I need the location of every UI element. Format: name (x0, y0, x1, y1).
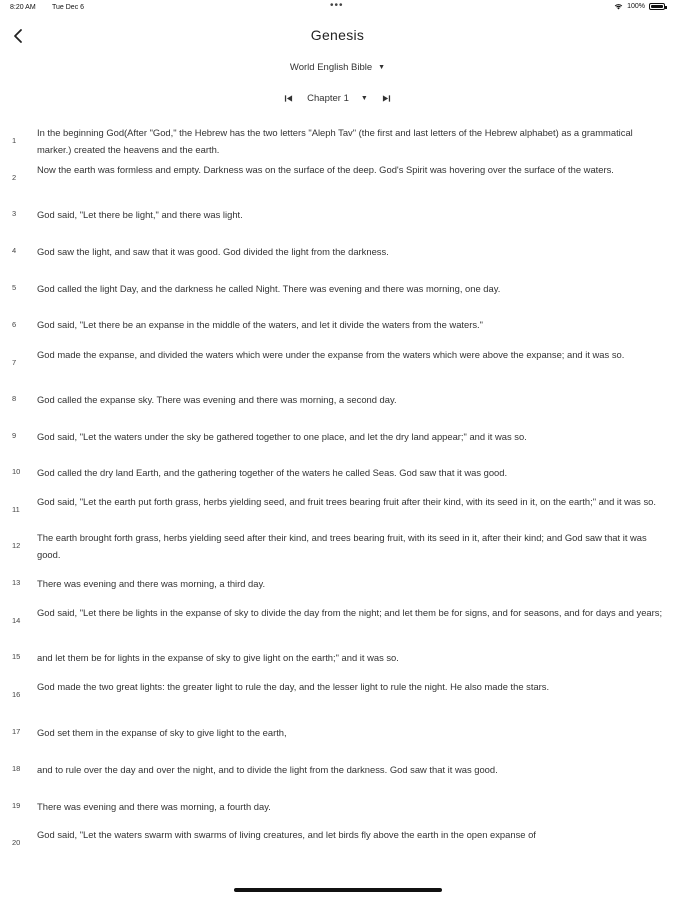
verse-text: God said, "Let there be light," and there was light. (37, 209, 243, 220)
status-right (614, 3, 665, 10)
verse-text: There was evening and there was morning, a fourth day. (37, 801, 271, 812)
wifi-icon (614, 3, 623, 10)
caret-down-icon: ▼ (378, 64, 386, 71)
verse-number: 17 (12, 727, 21, 736)
chapter-dropdown[interactable] (307, 93, 368, 104)
translation-row (0, 62, 675, 73)
battery-icon (649, 3, 665, 10)
verse-number: 15 (12, 652, 21, 661)
verse-text: God said, "Let the waters under the sky be gathered together to one place, and let the dry land appear;" and it was so. (37, 431, 527, 442)
verse-text: God said, "Let the earth put forth grass, herbs yielding seed, and fruit trees bearing fruit after their kind, with its seed in it, on the earth;" and it was so. (37, 496, 656, 507)
skip-previous-icon (284, 94, 293, 103)
verse-text: God saw the light, and saw that it was good. God divided the light from the darkness. (37, 246, 389, 257)
skip-next-icon (382, 94, 391, 103)
verse-text: There was evening and there was morning, a third day. (37, 578, 266, 589)
header (0, 22, 675, 50)
verse-number: 8 (12, 394, 17, 403)
home-indicator[interactable] (234, 888, 442, 892)
verse-number: 18 (12, 764, 21, 773)
verse-text: God made the two great lights: the greater light to rule the day, and the lesser light to rule the night. He also made the stars. (37, 681, 550, 692)
verse-number: 13 (12, 578, 21, 587)
verse-text: God called the expanse sky. There was evening and there was morning, a second day. (37, 394, 397, 405)
verse-number: 10 (12, 467, 21, 476)
verse-number: 1 (12, 136, 17, 145)
verse-text: God made the expanse, and divided the waters which were under the expanse from the waters which were above the expanse; and it was so. (37, 349, 625, 360)
status-time: 8:20 AM (10, 4, 36, 11)
next-chapter-button[interactable] (382, 94, 391, 103)
verse-number: 20 (12, 838, 21, 847)
verse-number: 9 (12, 431, 17, 440)
translation-dropdown[interactable] (290, 62, 385, 73)
verse-number: 5 (12, 283, 17, 292)
battery-percent: 100% (627, 3, 645, 10)
page-title: Genesis (310, 27, 365, 43)
verse-number: 14 (12, 616, 21, 625)
verse-text: God set them in the expanse of sky to give light to the earth, (37, 727, 287, 738)
verse-number: 6 (12, 320, 17, 329)
verse-number: 11 (12, 505, 20, 514)
chapter-label: Chapter 1 (307, 93, 349, 104)
chapter-navigation (0, 93, 675, 109)
verse-text: God said, "Let there be lights in the expanse of sky to divide the day from the night; and let them be for signs, and for seasons, and for days and years; (37, 607, 663, 618)
verse-number: 19 (12, 801, 21, 810)
verse-text: God said, "Let there be an expanse in the middle of the waters, and let it divide the waters from the waters." (37, 319, 483, 330)
status-date: Tue Dec 6 (52, 4, 85, 11)
verse-number: 7 (12, 358, 17, 367)
verse-text: Now the earth was formless and empty. Darkness was on the surface of the deep. God's Spirit was hovering over the surface of the waters. (37, 164, 614, 175)
caret-down-icon: ▼ (360, 95, 368, 102)
verse-number: 2 (12, 173, 17, 182)
previous-chapter-button[interactable] (284, 94, 293, 103)
status-bar (0, 0, 675, 16)
verse-text: God called the light Day, and the darkness he called Night. There was evening and there was morning, one day. (37, 283, 501, 294)
verse-text: and to rule over the day and over the night, and to divide the light from the darkness. God saw that it was good. (37, 764, 498, 775)
verse-number: 4 (12, 246, 17, 255)
verse-number: 3 (12, 209, 17, 218)
verse-text: In the beginning God(After "God," the Hebrew has the two letters "Aleph Tav" (the first and last letters of the Hebrew alphabet) as a grammatical marker.) created the heavens and the earth. (37, 127, 633, 155)
multitasking-dots-icon[interactable]: ••• (330, 0, 344, 11)
verse-number: 12 (12, 541, 21, 550)
verse-text: God called the dry land Earth, and the gathering together of the waters he called Seas. God saw that it was good. (37, 467, 508, 478)
verse-text: The earth brought forth grass, herbs yielding seed after their kind, and trees bearing fruit, with its seed in it, after their kind; and God saw that it was good. (37, 532, 647, 560)
translation-label: World English Bible (289, 62, 373, 73)
verse-number: 16 (12, 690, 21, 699)
verse-text: God said, "Let the waters swarm with swarms of living creatures, and let birds fly above the earth in the open expanse of (37, 829, 536, 840)
verse-text: and let them be for lights in the expanse of sky to give light on the earth;" and it was so. (37, 652, 399, 663)
